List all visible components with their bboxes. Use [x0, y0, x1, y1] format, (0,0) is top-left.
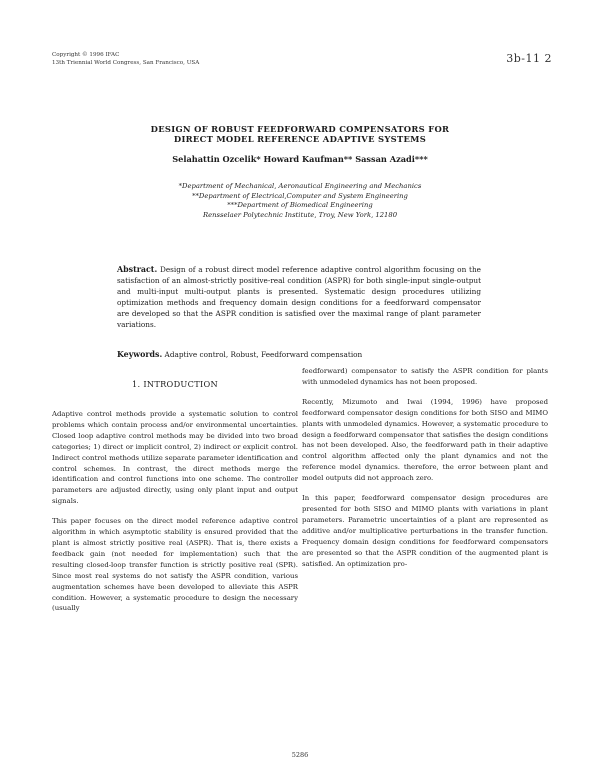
abstract [117, 264, 481, 331]
paragraph: Adaptive control methods provide a systematic solution to control problems which contain process and/or environmental uncertainties. Closed loop adaptive control methods may be divided into two broad categories; 1) direct or implicit control, 2) indirect or explicit control. Indirect control methods utilize separate parameter identification and control schemes. In contrast, the direct methods merge the identification and control functions into one scheme. The controller parameters are adjusted directly, using only plant input and output signals. [52, 410, 298, 506]
abstract-label: Abstract. [117, 265, 158, 274]
affiliation-3: ***Department of Biomedical Engineering [227, 201, 373, 210]
affiliation-2: **Department of Electrical,Computer and System Engineering [192, 191, 408, 200]
left-column [52, 409, 298, 614]
affiliations [60, 182, 540, 221]
paper-id: 3b-11 2 [506, 52, 552, 65]
right-column [302, 366, 548, 569]
copyright-notice [52, 52, 199, 67]
affiliation-4: Rensselaer Polytechnic Institute, Troy, New York, 12180 [202, 211, 398, 220]
abstract-text: Design of a robust direct model reference adaptive control algorithm focusing on the satisfaction of an almost-strictly positive-real condition (ASPR) for both single-input single-output and multi-input multi-output plants is presented. Systematic design procedures utilizing optimization methods and frequency domain design conditions for a feedforward compensator are developed so that the ASPR condition is satisfied over the maximal range of plant parameter variations. [117, 265, 481, 330]
keywords-text: Adaptive control, Robust, Feedforward compensation [164, 350, 363, 359]
section-heading: 1. INTRODUCTION [132, 379, 218, 389]
keywords [117, 350, 362, 359]
title-line-2: DIRECT MODEL REFERENCE ADAPTIVE SYSTEMS [173, 134, 427, 144]
paragraph: This paper focuses on the direct model reference adaptive control algorithm in which asymptotic stability is ensured provided that the plant is almost strictly positive real (ASPR). That is, there exists a feedback gain (not needed for implementation) such that the resulting closed-loop transfer function is strictly positive real (SPR). Since most real systems do not satisfy the ASPR condition, various augmentation schemes have been developed to alleviate this ASPR condition. However, a systematic procedure to design the necessary (usually [52, 517, 298, 613]
keywords-label: Keywords. [117, 350, 163, 359]
page-number: 5286 [291, 751, 309, 759]
title-line-1: DESIGN OF ROBUST FEEDFORWARD COMPENSATORS FOR [150, 124, 450, 134]
paragraph: Recently, Mizumoto and Iwai (1994, 1996) have proposed feedforward compensator design conditions for both SISO and MIMO plants with unmodeled dynamics. However, a systematic procedure to design a feedforward compensator that satisfies the design conditions has not been developed. Also, the feedforward path in their adaptive control algorithm affected only the plant dynamics and not the reference model dynamics. therefore, the error between plant and model outputs did not approach zero. [302, 397, 548, 483]
authors: Selahattin Ozcelik* Howard Kaufman** Sassan Azadi*** [172, 154, 428, 164]
paragraph: In this paper, feedforward compensator design procedures are presented for both SISO and MIMO plants with variations in plant parameters. Parametric uncertainties of a plant are represented as additive and/or multiplicative perturbations in the transfer function. Frequency domain design conditions for feedforward compensators are presented so that the ASPR condition of the augmented plant is satisfied. An optimization pro- [302, 494, 548, 568]
affiliation-1: *Department of Mechanical, Aeronautical Engineering and Mechanics [178, 182, 422, 190]
congress-line: 13th Triennial World Congress, San Francisco, USA [52, 59, 200, 66]
paragraph: feedforward) compensator to satisfy the ASPR condition for plants with unmodeled dynamics has not been proposed. [302, 367, 548, 386]
copyright-line: Copyright © 1996 IFAC [52, 52, 120, 58]
